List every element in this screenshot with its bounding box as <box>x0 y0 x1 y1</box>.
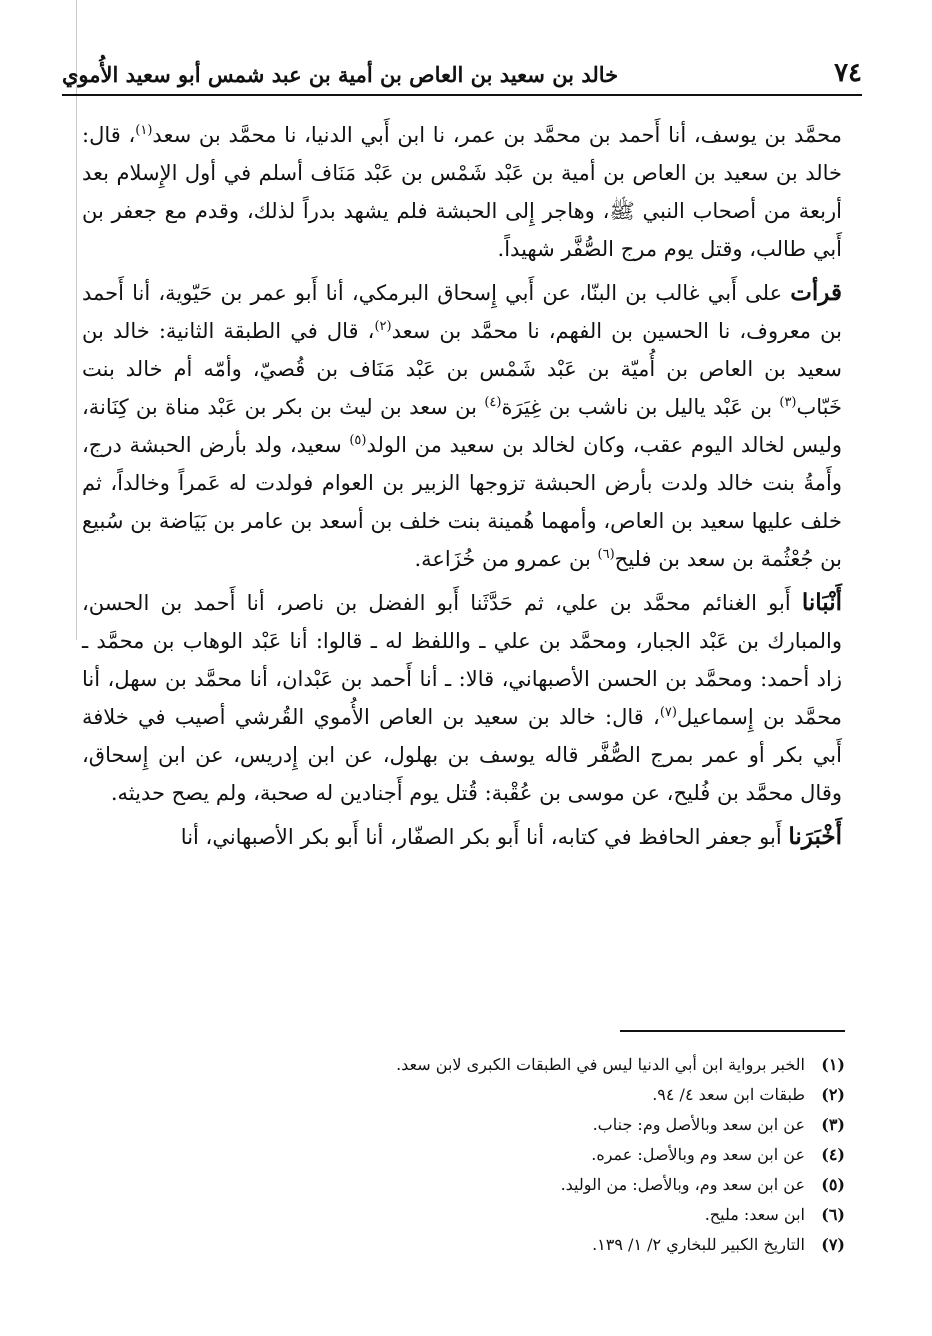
paragraph-lead-word: أَنْبَانا <box>801 589 842 616</box>
footnote-ref: (٢) <box>374 319 392 334</box>
footnote-text: عن ابن سعد وم، وبالأصل: من الوليد. <box>560 1175 805 1194</box>
text-segment: ، قال في الطبقة الثانية: خالد بن سعيد بن العاص بن أُميّة بن عَبْد شَمْس بن عَبْد مَنَاف بن قُصيّ، وأمّه أم خالد بنت خَبّاب <box>82 319 842 419</box>
text-segment: ، قال: خالد بن سعيد بن العاص بن أمية بن عَبْد شَمْس بن عَبْد مَنَاف أسلم في أول الإِسلام بعد أربعة من أصحاب النبي ﷺ، وهاجر إِلى الحبشة فلم يشهد بدراً لذلك، وقدم مع جعفر بن أَبي طالب، وقتل يوم مرج الصُّفَّر شهيداً. <box>82 123 842 261</box>
footnote-text: الخبر برواية ابن أبي الدنيا ليس في الطبقات الكبرى لابن سعد. <box>396 1055 805 1074</box>
running-title: خالد بن سعيد بن العاص بن أمية بن عبد شمس أبو سعيد الأُموي <box>62 62 619 87</box>
page-number: ٧٤ <box>834 58 862 88</box>
footnote-text: طبقات ابن سعد ٤/ ٩٤. <box>652 1085 805 1104</box>
footnote-ref: (٣) <box>779 395 797 410</box>
paragraph <box>82 274 842 578</box>
footnote-ref: (١) <box>135 123 153 138</box>
footnote-item <box>300 1140 845 1170</box>
footnote-ref: (٧) <box>659 705 677 720</box>
footnote-number: (٣) <box>821 1115 845 1134</box>
footnote-text: عن ابن سعد وبالأصل وم: جناب. <box>592 1115 805 1134</box>
footnote-number: (٦) <box>821 1205 845 1224</box>
footnote-number: (٤) <box>821 1145 845 1164</box>
footnote-rule <box>620 1030 845 1032</box>
page-header <box>62 52 862 96</box>
paragraph-lead-word: أَخْبَرَنا <box>788 823 842 850</box>
footnote-number: (٧) <box>821 1235 845 1254</box>
text-segment: بن عَبْد ياليل بن ناشب بن غِيَرَة <box>501 395 780 419</box>
footnote-ref: (٥) <box>349 433 367 448</box>
footnote-number: (٥) <box>821 1175 845 1194</box>
paragraph-lead-word: قرأت <box>790 279 842 306</box>
footnote-item <box>300 1170 845 1200</box>
footnote-item <box>300 1230 845 1260</box>
text-segment: محمَّد بن يوسف، أنا أَحمد بن محمَّد بن عمر، نا ابن أَبي الدنيا، نا محمَّد بن سعد <box>152 123 842 147</box>
footnotes <box>300 1050 845 1260</box>
paragraph <box>82 116 842 268</box>
text-segment: سعيد، ولد بأرض الحبشة درج، وأَمةُ بنت خالد ولدت بأرض الحبشة تزوجها الزبير بن العوام فولدت له عَمراً وخالداً، ثم خلف عليها سعيد بن العاص، وأمهما هُمينة بنت خلف بن أسعد بن عامر بن بَيَاضة بن سُبيع بن جُعْثُمة بن سعد بن فليح <box>82 433 842 571</box>
footnote-text: ابن سعد: مليح. <box>704 1205 805 1224</box>
text-segment: على أَبي غالب بن البنّا، عن أَبي إِسحاق البرمكي، أنا أَبو عمر بن حَيّوية، أنا أَحمد بن معروف، نا الحسين بن الفهم، نا محمَّد بن سعد <box>82 281 842 343</box>
footnote-text: التاريخ الكبير للبخاري ٢/ ١/ ١٣٩. <box>592 1235 805 1254</box>
footnote-text: عن ابن سعد وم وبالأصل: عمره. <box>591 1145 805 1164</box>
footnote-item <box>300 1200 845 1230</box>
text-segment: بن عمرو من خُزَاعة. <box>414 547 598 571</box>
footnote-number: (١) <box>821 1055 845 1074</box>
margin-rule <box>76 0 77 640</box>
paragraph <box>82 584 842 812</box>
text-segment: بن سعد بن ليث بن بكر بن عَبْد مناة بن كِنَانة، وليس لخالد اليوم عقب، وكان لخالد بن سعيد من الولد <box>82 395 842 457</box>
footnote-number: (٢) <box>821 1085 845 1104</box>
text-segment: أَبو الغنائم محمَّد بن علي، ثم حَدَّثَنا أَبو الفضل بن ناصر، أنا أَحمد بن الحسن، والمبارك بن عَبْد الجبار، ومحمَّد بن علي ـ واللفظ له ـ قالوا: أنا عَبْد الوهاب بن محمَّد ـ زاد أحمد: ومحمَّد بن الحسن الأصبهاني، قالا: ـ أنا أَحمد بن عَبْدان، أنا محمَّد بن سهل، أنا محمَّد بن إِسماعيل <box>82 591 842 729</box>
header-rule <box>62 94 862 96</box>
text-segment: ، قال: خالد بن سعيد بن العاص الأُموي القُرشي أصيب في خلافة أَبي بكر أو عمر بمرج الصُّفَّر قاله يوسف بن بهلول، عن ابن إِدريس، عن ابن إِسحاق، وقال محمَّد بن فُليح، عن موسى بن عُقْبة: قُتل يوم أَجنادين له صحبة، ولم يصح حديثه. <box>82 705 842 805</box>
footnote-item <box>300 1050 845 1080</box>
footnote-item <box>300 1110 845 1140</box>
footnote-ref: (٤) <box>484 395 502 410</box>
footnote-item <box>300 1080 845 1110</box>
main-text <box>82 116 842 862</box>
text-segment: أَبو جعفر الحافظ في كتابه، أنا أَبو بكر الصفّار، أنا أَبو بكر الأصبهاني، أنا <box>180 825 789 849</box>
paragraph <box>82 818 842 856</box>
footnote-ref: (٦) <box>597 547 615 562</box>
